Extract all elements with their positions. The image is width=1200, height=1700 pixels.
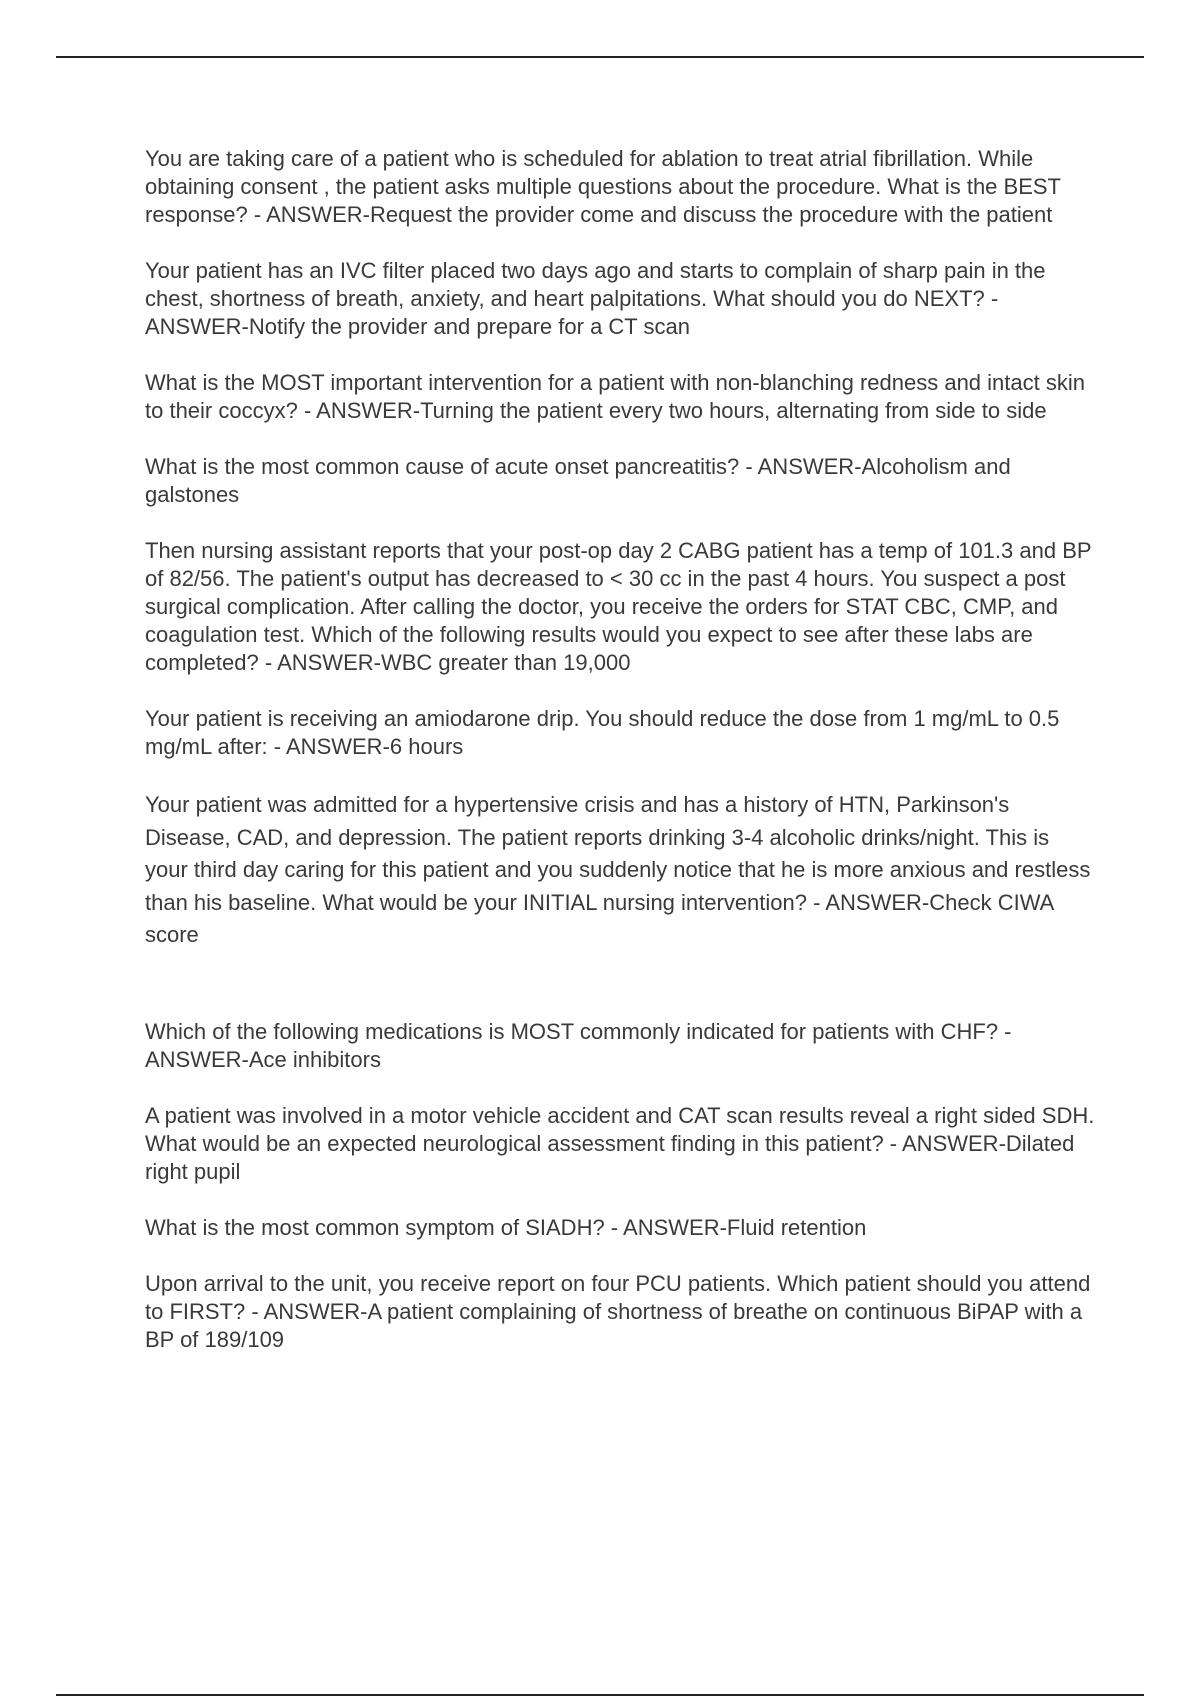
qa-item: You are taking care of a patient who is scheduled for ablation to treat atrial fibrillation. While obtaining consent , the patient asks multiple questions about the procedure. What is the BEST response? - ANSWER-Request the provider come and discuss the procedure with the patient xyxy=(145,146,1061,227)
qa-item: Which of the following medications is MOST commonly indicated for patients with CHF? - ANSWER-Ace inhibitors xyxy=(145,1018,1012,1072)
qa-item: A patient was involved in a motor vehicle accident and CAT scan results reveal a right sided SDH. What would be an expected neurological assessment finding in this patient? - ANSWER-Dilated right pupil xyxy=(145,1102,1095,1184)
qa-item: What is the MOST important intervention for a patient with non-blanching redness and intact skin to their coccyx? - ANSWER-Turning the patient every two hours, alternating from side to side xyxy=(145,370,1085,423)
qa-item: Then nursing assistant reports that your post-op day 2 CABG patient has a temp of 101.3 and BP of 82/56. The patient's output has decreased to < 30 cc in the past 4 hours. You suspect a post surgical complication. After calling the doctor, you receive the orders for STAT CBC, CMP, and coagulation test. Which of the following results would you expect to see after these labs are completed? - ANSWER-WBC greater than 19,000 xyxy=(145,538,1092,675)
qa-item: Your patient was admitted for a hypertensive crisis and has a history of HTN, Parkinson's Disease, CAD, and depression. The patient reports drinking 3-4 alcoholic drinks/night. This is your third day caring for this patient and you suddenly notice that he is more anxious and restless than his baseline. What would be your INITIAL nursing intervention? - ANSWER-Check CIWA score xyxy=(145,792,1091,947)
header-rule xyxy=(56,56,1144,58)
document-body xyxy=(145,145,1095,1382)
qa-item: What is the most common cause of acute onset pancreatitis? - ANSWER-Alcoholism and galstones xyxy=(145,454,1011,507)
qa-item: Upon arrival to the unit, you receive report on four PCU patients. Which patient should you attend to FIRST? - ANSWER-A patient complaining of shortness of breathe on continuous BiPAP with a BP of 189/109 xyxy=(145,1270,1091,1352)
qa-item: What is the most common symptom of SIADH? - ANSWER-Fluid retention xyxy=(145,1214,867,1240)
qa-item: Your patient is receiving an amiodarone drip. You should reduce the dose from 1 mg/mL to 0.5 mg/mL after: - ANSWER-6 hours xyxy=(145,706,1060,759)
footer-rule xyxy=(56,1694,1144,1696)
qa-item: Your patient has an IVC filter placed two days ago and starts to complain of sharp pain in the chest, shortness of breath, anxiety, and heart palpitations. What should you do NEXT? - ANSWER-Notify the provider and prepare for a CT scan xyxy=(145,258,1046,339)
